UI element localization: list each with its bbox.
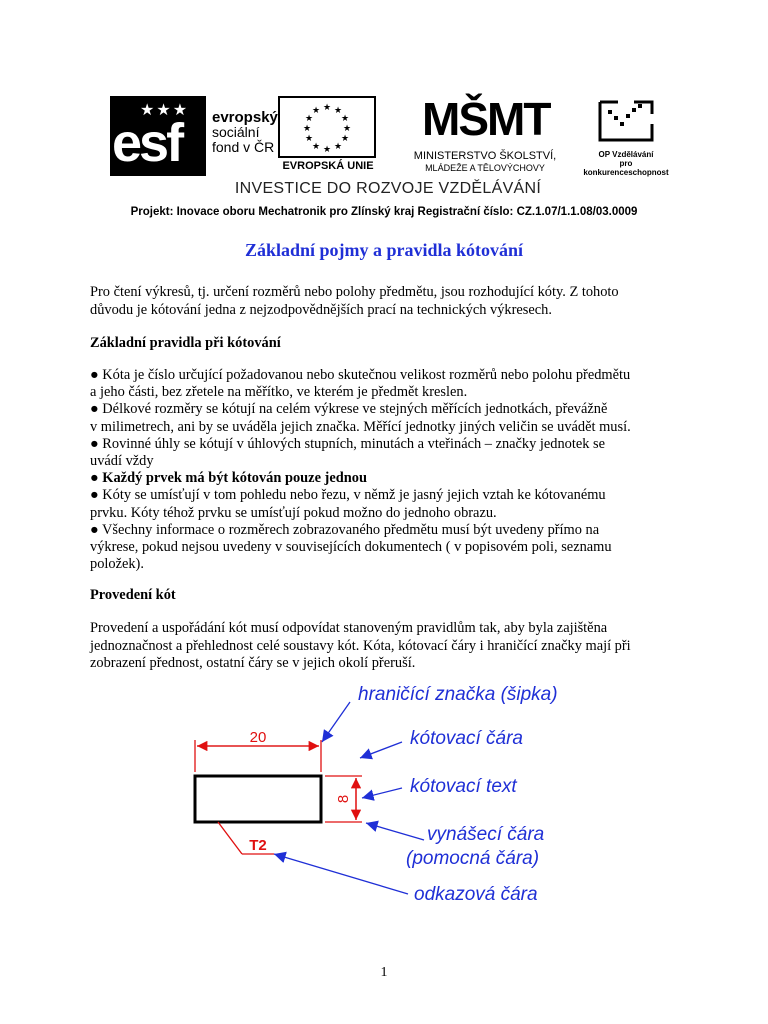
op-logo <box>578 94 674 178</box>
investice-banner: INVESTICE DO ROZVOJE VZDĚLÁVÁNÍ <box>234 180 542 197</box>
rules-line: prvku. Kóty téhož prvku se umísťují pokud možno do jednoho obrazu. <box>90 504 497 521</box>
rules-line: položek). <box>90 556 144 573</box>
rules-line: v milimetrech, ani by se uváděla jejich značka. Měřící jednotky jiných veličin se uvádět musí. <box>90 418 631 435</box>
rules-line: ● Všechny informace o rozměrech zobrazovaného předmětu musí být uvedeny přímo na <box>90 521 600 538</box>
op-caption <box>578 150 674 177</box>
rules-line: ● Kóty se umísťují v tom pohledu nebo řezu, v němž je jasný jejich vztah ke kótovanému <box>90 487 606 504</box>
svg-text:★: ★ <box>333 141 343 151</box>
label-dimension-text: kótovací text <box>410 776 517 797</box>
dimension-text-width: 20 <box>249 729 267 746</box>
msmt-logo-letters: MŠMT <box>422 93 550 145</box>
callout-arrow-dimline <box>360 742 402 758</box>
op-line1: OP Vzdělávání <box>598 150 654 159</box>
section1-heading: Základní pravidla při kótování <box>90 335 281 351</box>
svg-text:★: ★ <box>311 141 321 151</box>
reference-label: T2 <box>249 837 267 854</box>
dimension-text-height: 8 <box>335 794 352 804</box>
dimensioning-figure <box>170 680 590 910</box>
svg-text:★: ★ <box>340 133 350 143</box>
section2-heading: Provedení kót <box>90 587 176 603</box>
esf-stars-icon: ★★★ <box>140 102 190 119</box>
rules-line: ● Kóta je číslo určující požadovanou nebo skutečnou velikost rozměrů nebo polohu předmětu <box>90 367 631 383</box>
esf-line1: evropský <box>212 109 278 126</box>
eu-caption: EVROPSKÁ UNIE <box>282 160 374 172</box>
msmt-line2: MLÁDEŽE A TĚLOVÝCHOVY <box>425 163 545 173</box>
rules-line: a jeho části, bez zřetele na měřítko, ve kterém je předmět kreslen. <box>90 384 468 401</box>
project-line: Projekt: Inovace oboru Mechatronik pro Zlínský kraj Registrační číslo: CZ.1.07/1.1.08/03.0009 <box>130 206 638 218</box>
label-leader-line: odkazová čára <box>414 884 538 905</box>
label-extension-line: vynášecí čára <box>427 824 545 845</box>
op-line2: pro konkurenceschopnost <box>583 159 669 177</box>
esf-caption <box>212 110 278 155</box>
svg-text:★: ★ <box>302 123 312 133</box>
op-logo-icon <box>578 94 674 148</box>
svg-text:★: ★ <box>342 123 352 133</box>
intro-line1: Pro čtení výkresů, tj. určení rozměrů nebo polohy předmětu, jsou rozhodující kóty. Z tohoto <box>90 284 619 300</box>
esf-letters: esf <box>112 113 182 173</box>
part-rectangle <box>195 776 321 822</box>
callout-arrow-extline <box>366 823 424 840</box>
section2-line2: jednoznačnost a přehlednost celé soustavy kót. Kóta, kótovací čáry i hraničící značky mají při <box>90 637 631 654</box>
svg-text:★: ★ <box>333 105 343 115</box>
eu-logo <box>278 96 378 176</box>
page-title: Základní pojmy a pravidla kótování <box>244 240 524 260</box>
intro-line2: důvodu je kótování jedna z nejzodpovědnějších prací na technických výkresech. <box>90 301 552 318</box>
leader-line <box>218 822 242 854</box>
label-extension-line-alt: (pomocná čára) <box>406 848 540 869</box>
rules-list <box>90 367 690 573</box>
esf-line3: fond v ČR <box>212 139 275 155</box>
section2-line3: zobrazení přednost, ostatní čáry se v jejich okolí přeruší. <box>90 655 416 671</box>
rules-line: uvádí vždy <box>90 453 154 470</box>
eu-flag-icon <box>278 96 376 158</box>
callout-arrow-dimtext <box>362 788 402 798</box>
msmt-logo <box>400 92 570 176</box>
rules-line: výkrese, pokud nejsou uvedeny v souvisejících dokumentech ( v popisovém poli, seznamu <box>90 539 612 556</box>
msmt-line1: MINISTERSTVO ŠKOLSTVÍ, <box>413 150 557 162</box>
rules-bold-line: ● Každý prvek má být kótován pouze jednou <box>90 470 367 487</box>
msmt-caption <box>400 150 570 174</box>
label-dimension-line: kótovací čára <box>410 728 523 749</box>
callout-arrow-symbol <box>322 702 350 742</box>
svg-text:★: ★ <box>322 144 332 154</box>
intro-paragraph <box>90 284 690 319</box>
logo-bar <box>100 88 676 210</box>
section2-paragraph <box>90 620 690 673</box>
svg-text:★: ★ <box>322 102 332 112</box>
svg-text:★: ★ <box>340 113 350 123</box>
callout-arrow-leader <box>274 854 408 894</box>
section2-line1: Provedení a uspořádání kót musí odpovídat stanoveným pravidlům tak, aby byla zajištěna <box>90 620 608 636</box>
page-number: 1 <box>380 965 388 980</box>
dimensioning-drawing <box>170 680 590 910</box>
label-arrow: hraničící značka (šipka) <box>358 684 558 705</box>
svg-text:★: ★ <box>311 105 321 115</box>
rules-line: ● Rovinné úhly se kótují v úhlových stupních, minutách a vteřinách – značky jednotek se <box>90 435 606 452</box>
svg-text:★: ★ <box>304 113 314 123</box>
svg-text:★: ★ <box>304 133 314 143</box>
rules-line: ● Délkové rozměry se kótují na celém výkrese ve stejných měřících jednotkách, převážně <box>90 401 608 418</box>
esf-line2: sociální <box>212 124 260 140</box>
esf-logo <box>110 96 278 176</box>
